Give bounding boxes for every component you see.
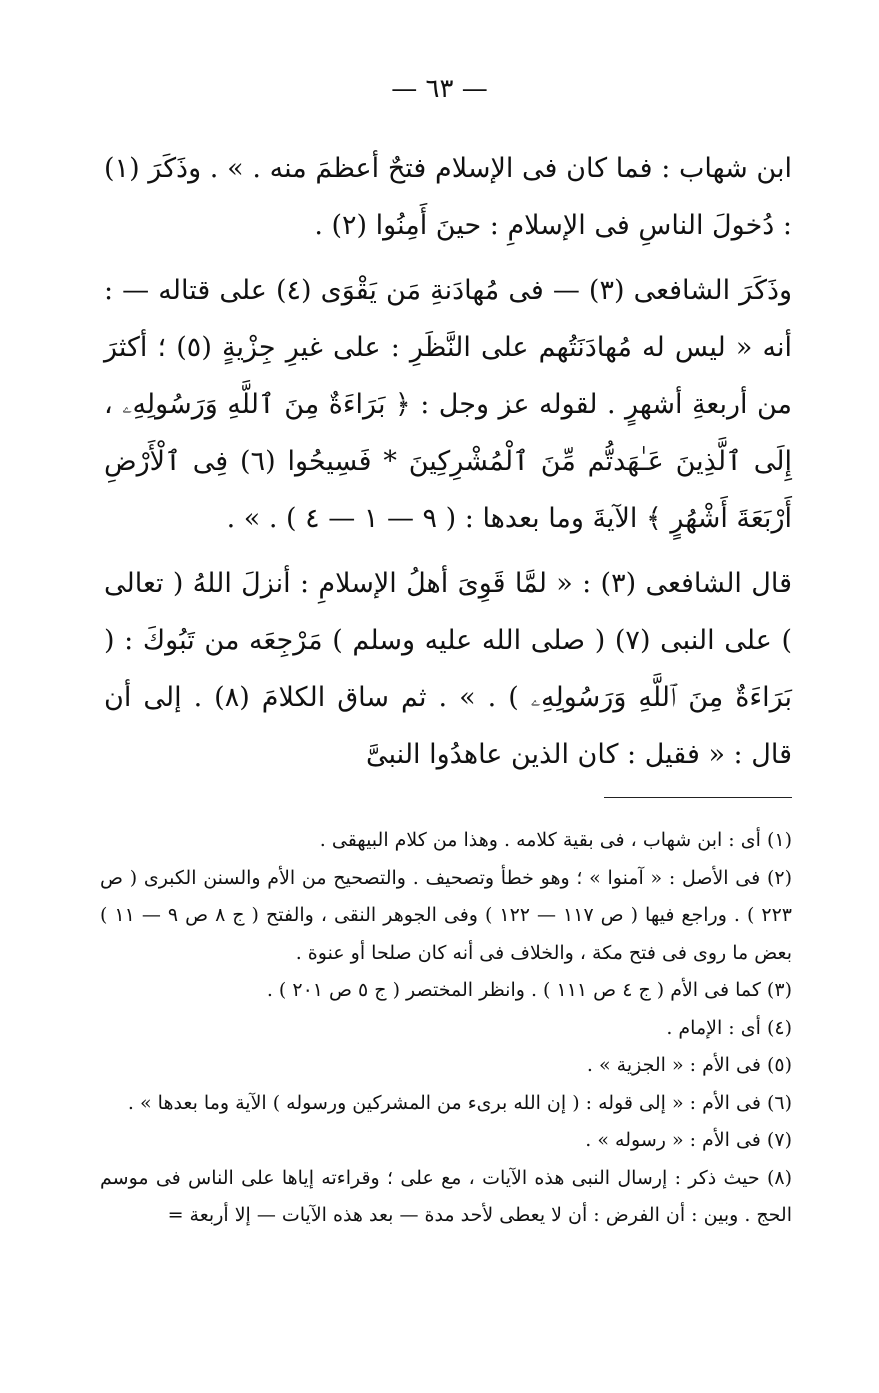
main-text — [104, 140, 792, 783]
footnote: (٥) فى الأم : « الجزية » . — [586, 1054, 792, 1076]
footnote-divider — [604, 797, 792, 798]
page-number: — ٦٣ — — [391, 74, 488, 104]
footnote: (٧) فى الأم : « رسوله » . — [585, 1129, 792, 1151]
paragraph: وذَكَرَ الشافعى (٣) — فى مُهادَنةِ مَن يَقْوَى (٤) على قتاله — : أنه « ليس له مُهادَنَتُهم على النَّظَرِ : على غيرِ جِزْيةٍ (٥) ؛ أكثرَ من أربعةِ أشهرٍ . لقوله عز وجل : ﴿ بَرَاءَةٌ مِنَ ٱللَّهِ وَرَسُولِهِۦ ، إِلَى ٱلَّذِينَ عَـٰهَدتُّم مِّنَ ٱلْمُشْرِكِينَ * فَسِيحُوا (٦) فِى ٱلْأَرْضِ أَرْبَعَةَ أَشْهُرٍ ﴾ الآيةَ وما بعدها : ( ٩ — ١ — ٤ ) . » . — [104, 275, 793, 534]
paragraph: قال الشافعى (٣) : « لمَّا قَوِىَ أهلُ الإسلامِ : أنزلَ اللهُ ( تعالى ) على النبى (٧) ( صلى الله عليه وسلم ) مَرْجِعَه من تَبُوكَ : ( بَرَاءَةٌ مِنَ ٱللَّهِ وَرَسُولِهِۦ ) . » . ثم ساق الكلامَ (٨) . إلى أن قال : « فقيل : كان الذين عاهدُوا النبىَّ — [104, 568, 792, 770]
footnote: (٤) أى : الإمام . — [666, 1016, 792, 1039]
footnote: (٣) كما فى الأم ( ج ٤ ص ١١١ ) . وانظر المختصر ( ج ٥ ص ٢٠١ ) . — [266, 979, 792, 1001]
footnotes — [100, 822, 792, 1235]
footnote: (١) أى : ابن شهاب ، فى بقية كلامه . وهذا من كلام البيهقى . — [319, 829, 792, 851]
footnote: (٨) حيث ذكر : إرسال النبى هذه الآيات ، مع على ؛ وقراءته إياها على الناس فى موسم الحج . وبين : أن الفرض : أن لا يعطى لأحد مدة — بعد هذه الآيات — إلا أربعة = — [100, 1166, 792, 1226]
footnote: (٢) فى الأصل : « آمنوا » ؛ وهو خطأ وتصحيف . والتصحيح من الأم والسنن الكبرى ( ص ٢٢٣ ) . وراجع فيها ( ص ١١٧ — ١٢٢ ) وفى الجوهر النقى ، والفتح ( ج ٨ ص ٩ — ١١ ) بعض ما روى فى فتح مكة ، والخلاف فى أنه كان صلحا أو عنوة . — [100, 866, 792, 964]
paragraph: ابن شهاب : فما كان فى الإسلام فتحٌ أعظمَ منه . » . وذَكَرَ (١) : دُخولَ الناسِ فى الإسلامِ : حينَ أَمِنُوا (٢) . — [104, 153, 792, 241]
footnote: (٦) فى الأم : « إلى قوله : ( إن الله برىء من المشركين ورسوله ) الآية وما بعدها » . — [127, 1091, 792, 1114]
